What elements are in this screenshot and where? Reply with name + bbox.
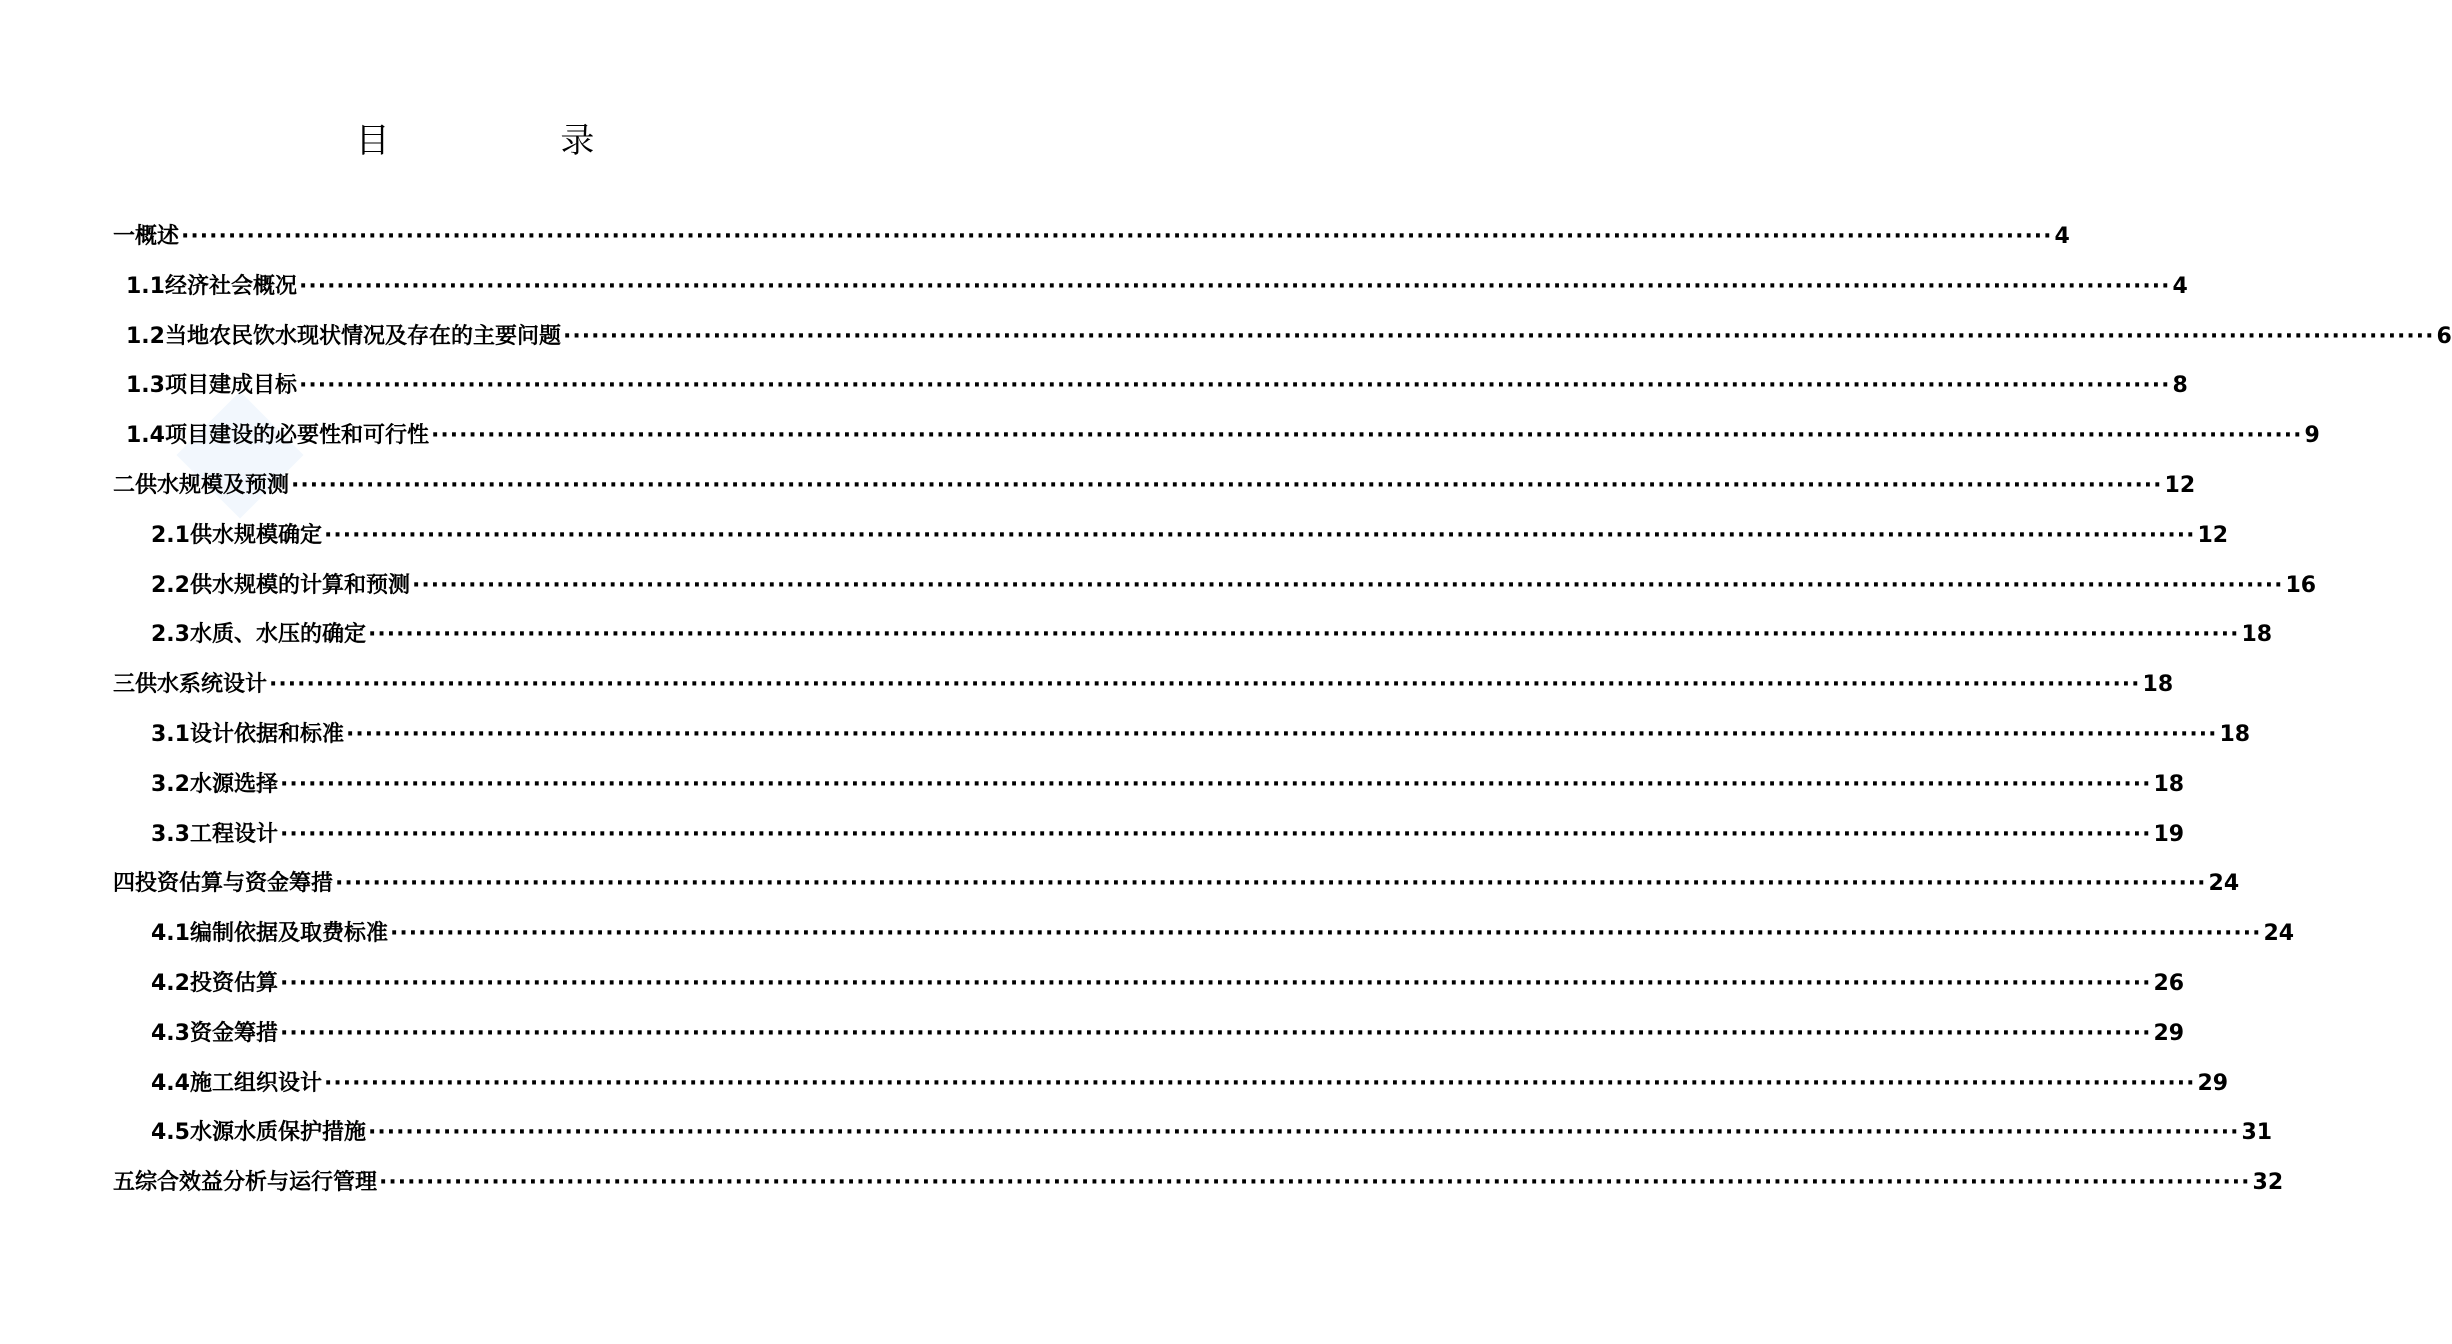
toc-leader-dots: ········································································································································································································ <box>335 871 2207 897</box>
toc-entry[interactable] <box>113 866 2240 902</box>
toc-entry-title: 供水系统设计 <box>135 672 268 698</box>
toc-entry-number: 4.1 <box>151 921 190 947</box>
toc-entry[interactable] <box>151 1066 2229 1102</box>
toc-entry[interactable] <box>113 1165 2284 1201</box>
toc-leader-dots: ········································································································································································································ <box>299 373 2171 399</box>
toc-entry-number: 三 <box>113 672 136 698</box>
toc-entry-page: 31 <box>2241 1120 2273 1146</box>
toc-entry-page: 18 <box>2219 722 2251 747</box>
toc-entry-title: 编制依据及取费标准 <box>189 921 388 947</box>
toc-entry-number: 3.1 <box>151 722 190 747</box>
toc-entry-number: 4.4 <box>151 1070 190 1096</box>
toc-entry-number: 2.1 <box>151 522 190 548</box>
toc-entry-title: 资金筹措 <box>189 1020 278 1046</box>
toc-leader-dots: ········································································································································································································ <box>563 323 2435 349</box>
toc-leader-dots: ········································································································································································································ <box>280 821 2152 847</box>
toc-entry-title: 概述 <box>135 224 180 249</box>
toc-entry-title: 当地农民饮水现状情况及存在的主要问题 <box>164 323 561 349</box>
toc-entry-page: 19 <box>2153 821 2185 847</box>
toc-entry[interactable] <box>151 717 2251 753</box>
toc-leader-dots: ········································································································································································································ <box>368 622 2240 648</box>
toc-entry-title: 项目建设的必要性和可行性 <box>164 423 429 449</box>
toc-entry-title: 水源选择 <box>189 771 278 797</box>
toc-entry-page: 6 <box>2436 323 2452 349</box>
toc-entry[interactable] <box>126 368 2188 404</box>
toc-entry-title: 设计依据和标准 <box>189 722 344 747</box>
toc-entry-page: 29 <box>2153 1020 2185 1046</box>
toc-entry[interactable] <box>151 1115 2273 1151</box>
toc-entry-page: 18 <box>2153 771 2185 797</box>
toc-entry-title: 施工组织设计 <box>189 1070 322 1096</box>
toc-entry-number: 1.4 <box>126 423 165 449</box>
toc-leader-dots: ········································································································································································································ <box>379 1170 2251 1196</box>
toc-entry[interactable] <box>151 767 2185 803</box>
toc-entry-page: 4 <box>2172 273 2188 299</box>
toc-entry-number: 四 <box>113 871 136 897</box>
toc-entry-number: 4.2 <box>151 971 190 996</box>
toc-leader-dots: ········································································································································································································ <box>299 273 2171 299</box>
toc-entry-title: 水源水质保护措施 <box>189 1120 366 1146</box>
toc-entry-page: 12 <box>2197 522 2229 548</box>
toc-leader-dots: ········································································································································································································ <box>324 522 2196 548</box>
toc-entry-title: 工程设计 <box>189 821 278 847</box>
toc-entry[interactable] <box>113 219 2070 255</box>
toc-entry-title: 供水规模及预测 <box>135 473 290 498</box>
toc-entry-title: 供水规模确定 <box>189 522 322 548</box>
toc-entry[interactable] <box>113 468 2196 504</box>
toc-leader-dots: ········································································································································································································ <box>291 473 2163 498</box>
toc-entry-title: 水质、水压的确定 <box>189 622 366 648</box>
toc-leader-dots: ········································································································································································································ <box>280 1020 2152 1046</box>
toc-entry-title: 供水规模的计算和预测 <box>189 572 410 598</box>
toc-entry[interactable] <box>126 418 2320 454</box>
toc-leader-dots: ········································································································································································································ <box>390 921 2262 947</box>
toc-leader-dots: ········································································································································································································ <box>280 971 2152 996</box>
toc-leader-dots: ········································································································································································································ <box>431 423 2303 449</box>
toc-entry-page: 32 <box>2252 1170 2284 1196</box>
toc-entry-number: 1.2 <box>126 323 165 349</box>
toc-entry-page: 16 <box>2285 572 2317 598</box>
toc-entry-page: 29 <box>2197 1070 2229 1096</box>
toc-entry[interactable] <box>126 319 2452 355</box>
toc-entry-page: 4 <box>2054 224 2070 249</box>
toc-entry[interactable] <box>151 916 2295 952</box>
toc-entry-title: 经济社会概况 <box>164 273 297 299</box>
toc-leader-dots: ········································································································································································································ <box>269 672 2141 698</box>
toc-entry-number: 3.3 <box>151 821 190 847</box>
toc-entry[interactable] <box>113 667 2174 703</box>
toc-entry-number: 2.2 <box>151 572 190 598</box>
toc-leader-dots: ········································································································································································································ <box>181 224 2053 249</box>
toc-entry-page: 12 <box>2164 473 2196 498</box>
toc-entry-page: 24 <box>2263 921 2295 947</box>
toc-entry-page: 26 <box>2153 971 2185 996</box>
toc-entry-title: 项目建成目标 <box>164 373 297 399</box>
toc-entry[interactable] <box>151 568 2317 604</box>
toc-entry-page: 8 <box>2172 373 2188 399</box>
toc-entry-number: 1.1 <box>126 273 165 299</box>
toc-entry-page: 24 <box>2208 871 2240 897</box>
toc-entry-number: 1.3 <box>126 373 165 399</box>
toc-entry-number: 五 <box>113 1170 136 1196</box>
toc-entry-title: 投资估算与资金筹措 <box>135 871 334 897</box>
toc-leader-dots: ········································································································································································································ <box>368 1120 2240 1146</box>
toc-entry-page: 9 <box>2304 423 2320 449</box>
page-title: 目 录 <box>355 121 675 161</box>
toc-entry[interactable] <box>151 617 2273 653</box>
toc-entry[interactable] <box>151 518 2229 554</box>
toc-entry[interactable] <box>151 966 2185 1002</box>
toc-entry-title: 综合效益分析与运行管理 <box>135 1170 378 1196</box>
toc-entry-number: 4.5 <box>151 1120 190 1146</box>
toc-entry[interactable] <box>126 269 2188 305</box>
toc-entry-number: 一 <box>113 224 136 249</box>
toc-entry[interactable] <box>151 1016 2185 1052</box>
toc-leader-dots: ········································································································································································································ <box>324 1070 2196 1096</box>
toc-entry-number: 2.3 <box>151 622 190 648</box>
toc-entry-page: 18 <box>2142 672 2174 698</box>
toc-entry[interactable] <box>151 817 2185 853</box>
toc-entry-number: 4.3 <box>151 1020 190 1046</box>
toc-leader-dots: ········································································································································································································ <box>346 722 2218 747</box>
toc-entry-number: 3.2 <box>151 771 190 797</box>
toc-leader-dots: ········································································································································································································ <box>280 771 2152 797</box>
toc-leader-dots: ········································································································································································································ <box>412 572 2284 598</box>
toc-entry-title: 投资估算 <box>189 971 278 996</box>
toc-entry-page: 18 <box>2241 622 2273 648</box>
toc-entry-number: 二 <box>113 473 136 498</box>
